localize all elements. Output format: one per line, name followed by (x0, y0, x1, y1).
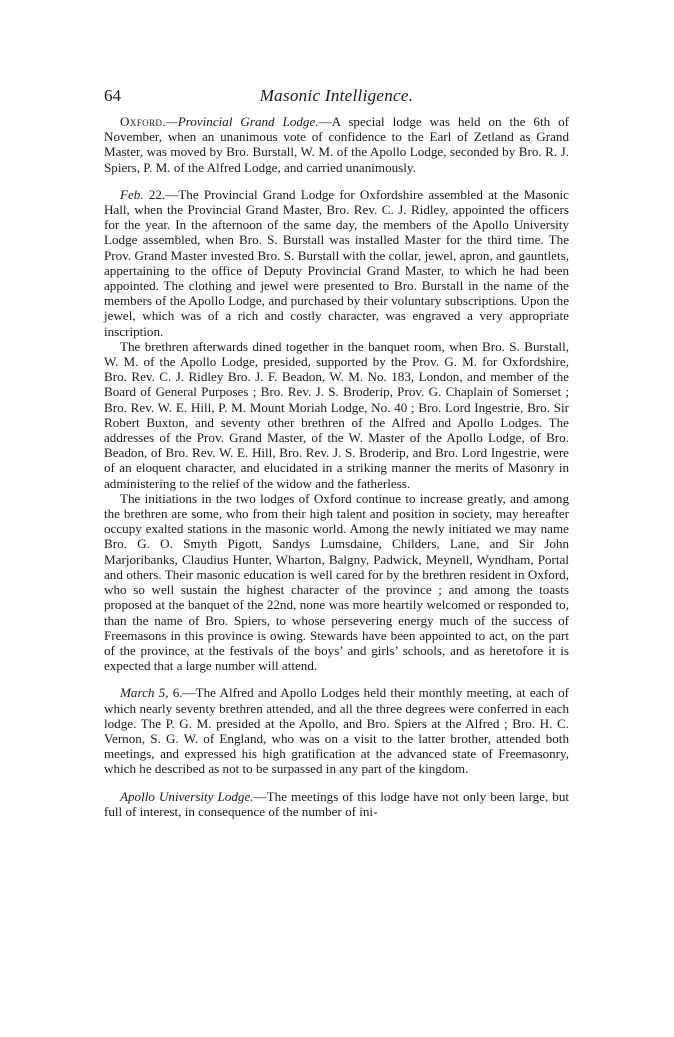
paragraph-text: —A special lodge was held on the 6th of November, when an unanimous vote of confidence to the Earl of Zetland as Grand Master, was moved by Bro. Burstall, W. M. of the Apollo Lodge, seconded by Bro. R. J. Spiers, P. M. of the Alfred Lodge, and carried unanimously. (104, 114, 569, 175)
paragraph-march-5-6 (104, 685, 569, 776)
paragraph-apollo-university-lodge (104, 789, 569, 819)
running-head (104, 82, 569, 108)
paragraph-initiations (104, 491, 569, 673)
paragraph-text: The brethren afterwards dined together in the banquet room, when Bro. S. Burstall, W. M. of the Apollo Lodge, presided, supported by the Prov. G. M. for Oxfordshire, Bro. Rev. C. J. Ridley Bro. J. F. Beadon, W. M. No. 183, London, and member of the Board of General Purposes ; Bro. Rev. J. S. Broderip, Prov. G. Chaplain of Somerset ; Bro. Rev. W. E. Hill, P. M. Mount Moriah Lodge, No. 40 ; Bro. Lord Ingestrie, Bro. Sir Robert Buxton, and seventy other brethren of the Alfred and Apollo Lodges. The addresses of the Prov. Grand Master, of the W. Master of the Apollo Lodge, of Bro. Beadon, of Bro. Rev. W. E. Hill, Bro. Rev. J. S. Broderip, and Bro. Lord Ingestrie, were of an eloquent character, and elucidated in a striking manner the merits of Masonry in administering to the relief of the widow and the fatherless. (104, 338, 569, 491)
section-heading: Apollo University Lodge. (120, 788, 254, 804)
paragraph-text: 22.—The Provincial Grand Lodge for Oxfordshire assembled at the Masonic Hall, when the Provincial Grand Master, Bro. Rev. C. J. Ridley, appointed the officers for the year. In the afternoon of the same day, the members of the Apollo University Lodge assembled, when Bro. S. Burstall was installed Master for the third time. The Prov. Grand Master invested Bro. S. Burstall with the collar, jewel, apron, and gauntlets, appertaining to the office of Deputy Provincial Grand Master, to which he had been appointed. The clothing and jewel were presented to Bro. Burstall in the name of the members of the Apollo Lodge, and purchased by their voluntary subscriptions. Upon the jewel, which was of a rich and costly character, was engraved a very appropriate inscription. (104, 186, 569, 339)
paragraph-banquet (104, 339, 569, 491)
paragraph-text: The initiations in the two lodges of Oxford continue to increase greatly, and among the brethren are some, who from their high talent and position in society, may hereafter occupy exalted stations in the masonic world. Among the newly initiated we may name Bro. G. O. Smyth Pigott, Sandys Lumsdaine, Childers, Lane, and Sir John Marjoribanks, Claudius Hunter, Wharton, Balgny, Padwick, Meynell, Wyndham, Portal and others. Their masonic education is well cared for by the brethren resident in Oxford, who so well sustain the highest character of the province ; and among the toasts proposed at the banquet of the 22nd, none was more heartily welcomed or responded to, than the name of Bro. Spiers, to whose persevering energy much of the success of Freemasons in this province is owing. Stewards have been appointed to act, on the part of the province, at the festivals of the boys’ and girls’ schools, and as heretofore it is expected that a large number will attend. (104, 490, 569, 674)
article-body (104, 114, 569, 819)
date-heading: March 5, (120, 685, 169, 701)
page (104, 82, 569, 819)
date-heading: Feb. (120, 186, 144, 202)
place-heading: Oxford. (120, 114, 167, 129)
running-title: Masonic Intelligence. (259, 86, 414, 105)
paragraph-text: 6.—The Alfred and Apollo Lodges held their monthly meeting, at each of which nearly seventy brethren attended, and all the three degrees were conferred in each lodge. The P. G. M. presided at the Apollo, and Bro. Spiers at the Alfred ; Bro. H. C. Vernon, S. G. W. of England, who was on a visit to the latter brother, attended both meetings, and expressed his high gratification at the advanced state of Freemasonry, which he described as not to be surpassed in any part of the kingdom. (104, 685, 569, 777)
paragraph-text: —The meetings of this lodge have not only been large, but full of interest, in consequence of the number of ini- (104, 788, 569, 819)
paragraph-feb-22 (104, 187, 569, 339)
section-heading: —Provincial Grand Lodge. (166, 114, 319, 129)
page-number: 64 (104, 86, 121, 105)
paragraph-oxford-provincial-grand-lodge (104, 114, 569, 175)
